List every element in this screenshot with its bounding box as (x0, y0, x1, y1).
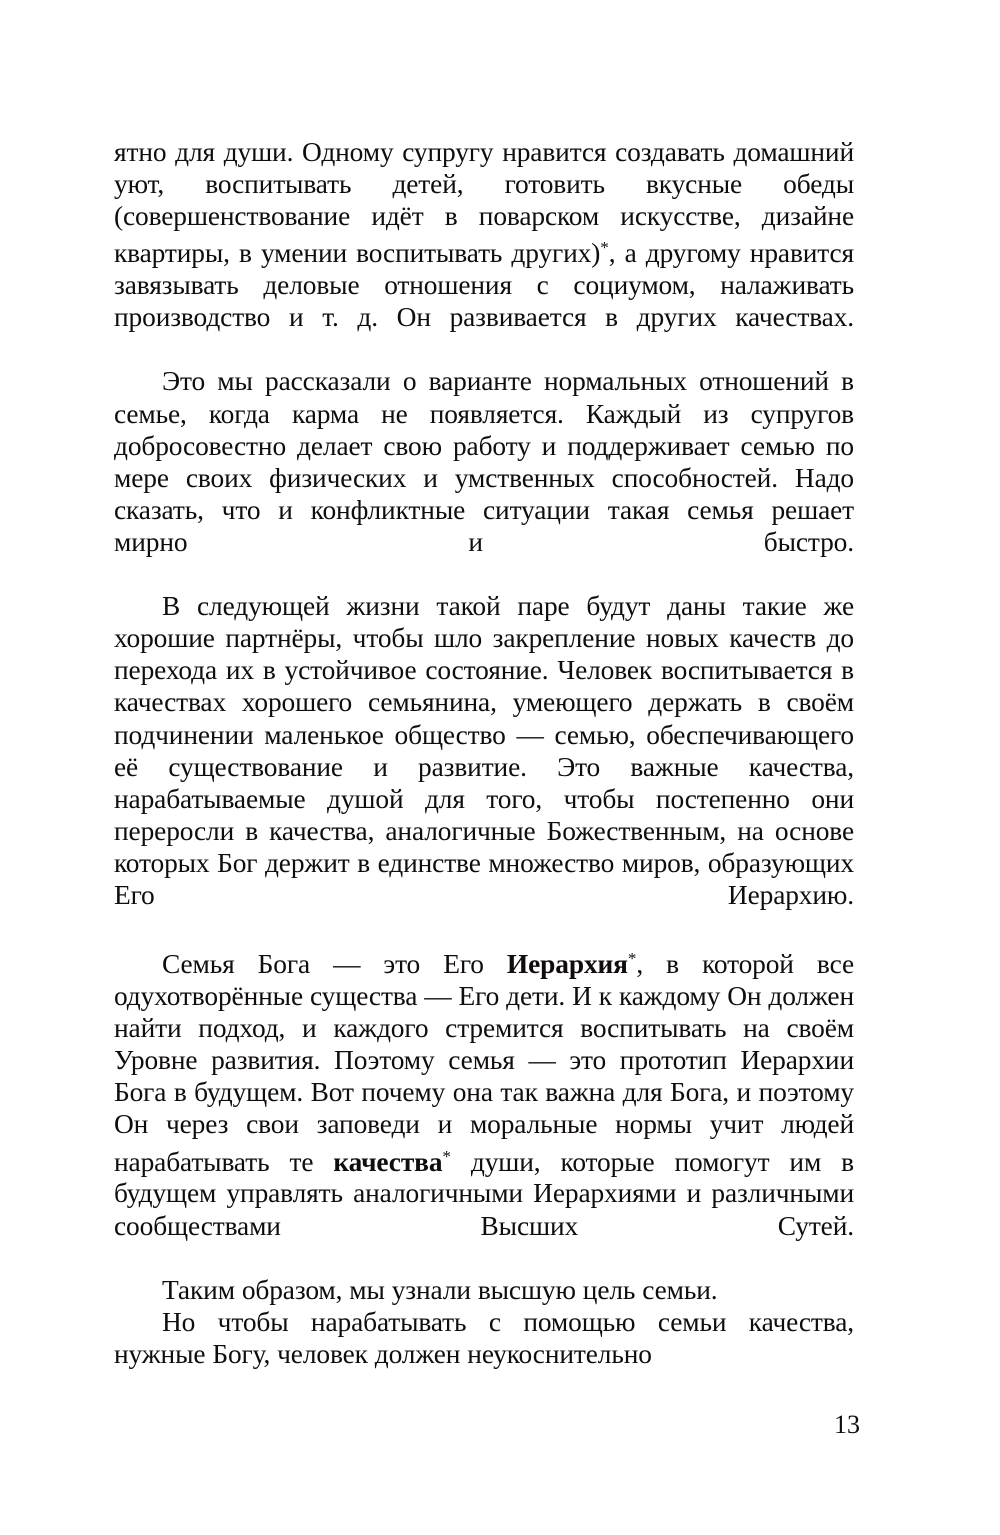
footnote-asterisk-marker: * (600, 238, 609, 258)
paragraph-p2-normal-relations: Это мы рассказали о варианте нормальных отношений в семье, когда карма не появляется. Каждый из супругов добросовестно делает свою работу и поддерживает семью по мере своих физических и умственных способностей. Надо сказать, что и конфликтные ситуации такая семья решает мирно и быстро. (114, 366, 854, 557)
paragraph-p5-conclusion: Таким образом, мы узнали высшую цель семьи. (162, 1274, 718, 1305)
paragraph-p4-family-of-god: Семья Бога — это Его Иерархия*, в которой все одухотворённые существа — Его дети. И к каждому Он должен найти подход, и каждого стремится воспитывать на своём Уровне развития. Поэтому семья — это прототип Иерархии Бога в будущем. Вот почему она так важна для Бога, и поэтому Он через свои заповеди и моральные нормы учит людей нарабатывать те качества* души, которые помогут им в будущем управлять аналогичными Иерархиями и различными сообществами Высших Сутей. (114, 949, 854, 1241)
emphasis-term: качества (333, 1146, 443, 1177)
emphasis-term: Иерархия (506, 949, 628, 979)
text-column (114, 136, 854, 1370)
paragraph-p6-but-to-work-out: Но чтобы нарабатывать с помощью семьи качества, нужные Богу, человек должен неукоснительно (114, 1306, 854, 1369)
footnote-asterisk-marker: * (627, 949, 637, 969)
page-number: 13 (834, 1410, 860, 1439)
paragraph-p1-continuation: ятно для души. Одному супругу нравится создавать домашний уют, воспитывать детей, готовить вкусные обеды (совершенствование идёт в поварском искусстве, дизайне квартиры, в умении воспитывать других)*, а другому нравится завязывать деловые отношения с социумом, налаживать производство и т. д. Он развивается в других качествах. (114, 137, 854, 333)
paragraph-p3-next-life: В следующей жизни такой паре будут даны такие же хорошие партнёры, чтобы шло закрепление новых качеств до перехода их в устойчивое состояние. Человек воспитывается в качествах хорошего семьянина, умеющего держать в своём подчинении маленькое общество — семью, обеспечивающего её существование и развитие. Это важные качества, нарабатываемые душой для того, чтобы постепенно они переросли в качества, аналогичные Божественным, на основе которых Бог держит в единстве множество миров, образующих Его Иерархию. (114, 591, 854, 910)
footnote-asterisk-marker: * (442, 1146, 451, 1166)
